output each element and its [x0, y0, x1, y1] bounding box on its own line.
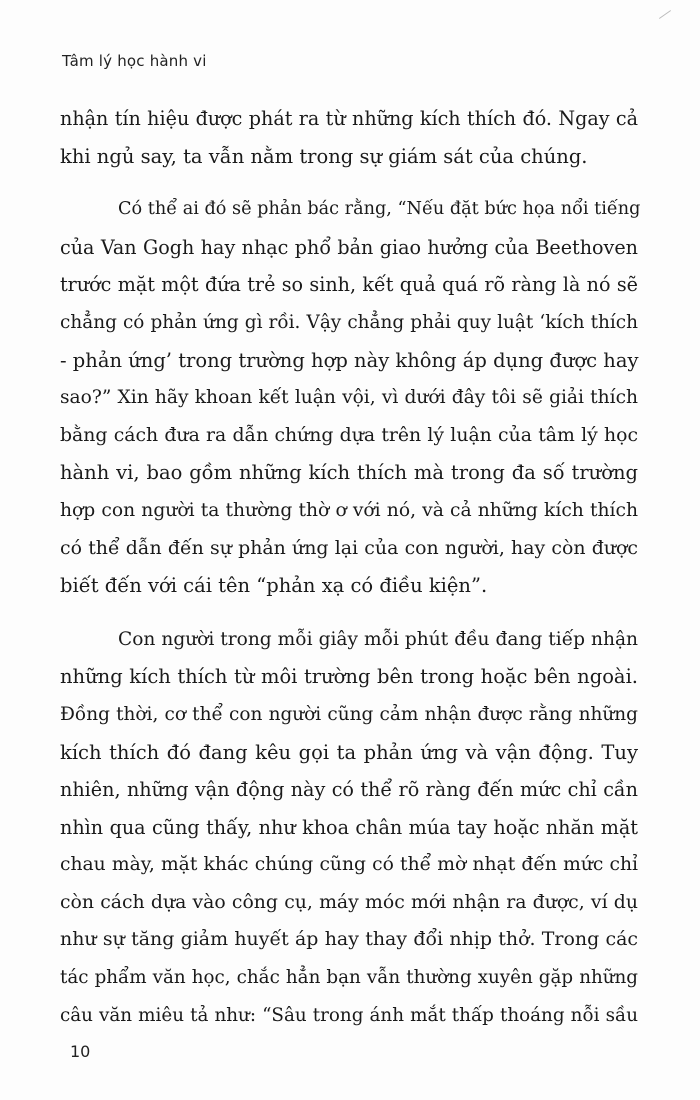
text-line: khi ngủ say, ta vẫn nằm trong sự giám sát của chúng. — [60, 144, 588, 168]
text-line: hợp con người ta thường thờ ơ với nó, và cả những kích thích — [60, 499, 638, 521]
text-line: sao?” Xin hãy khoan kết luận vội, vì dưới đây tôi sẽ giải thích — [60, 387, 638, 409]
paragraph-1 — [60, 100, 638, 175]
text-line: Đồng thời, cơ thể con người cũng cảm nhận được rằng những — [60, 703, 638, 725]
text-line: tác phẩm văn học, chắc hẳn bạn vẫn thường xuyên gặp những — [60, 967, 638, 989]
text-line: kích thích đó đang kêu gọi ta phản ứng và vận động. Tuy — [60, 740, 638, 764]
running-header: Tâm lý học hành vi — [62, 52, 207, 70]
text-line: Có thể ai đó sẽ phản bác rằng, “Nếu đặt bức họa nổi tiếng — [118, 199, 641, 220]
text-line: chẳng có phản ứng gì rồi. Vậy chẳng phải quy luật ‘kích thích — [60, 311, 638, 333]
body-text — [60, 100, 641, 1034]
text-line: của Van Gogh hay nhạc phổ bản giao hưởng của Beethoven — [60, 235, 638, 259]
text-line: hành vi, bao gồm những kích thích mà trong đa số trường — [60, 461, 638, 485]
text-line: còn cách dựa vào công cụ, máy móc mới nhận ra được, ví dụ — [60, 891, 638, 913]
paragraph-2 — [60, 191, 641, 605]
text-line: nhiên, những vận động này có thể rõ ràng đến mức chỉ cần — [60, 778, 638, 802]
text-line: trước mặt một đứa trẻ so sinh, kết quả quá rõ ràng là nó sẽ — [60, 273, 638, 297]
text-line: - phản ứng’ trong trường hợp này không áp dụng được hay — [60, 348, 639, 372]
text-line: nhìn qua cũng thấy, như khoa chân múa tay hoặc nhăn mặt — [60, 815, 638, 839]
corner-scan-mark — [659, 10, 671, 19]
page-number: 10 — [70, 1042, 91, 1061]
text-line: Con người trong mỗi giây mỗi phút đều đang tiếp nhận — [118, 628, 638, 650]
text-line: như sự tăng giảm huyết áp hay thay đổi nhịp thở. Trong các — [60, 928, 638, 951]
text-line: có thể dẫn đến sự phản ứng lại của con người, hay còn được — [60, 536, 638, 559]
text-line: câu văn miêu tả như: “Sâu trong ánh mắt thấp thoáng nỗi sầu — [60, 1004, 638, 1026]
text-line: những kích thích từ môi trường bên trong hoặc bên ngoài. — [60, 665, 638, 689]
text-line: biết đến với cái tên “phản xạ có điều kiện”. — [60, 574, 488, 598]
text-line: bằng cách đưa ra dẫn chứng dựa trên lý luận của tâm lý học — [60, 424, 638, 446]
paragraph-3 — [60, 621, 638, 1035]
text-line: nhận tín hiệu được phát ra từ những kích thích đó. Ngay cả — [60, 107, 638, 130]
text-line: chau mày, mặt khác chúng cũng có thể mờ nhạt đến mức chỉ — [60, 854, 638, 876]
